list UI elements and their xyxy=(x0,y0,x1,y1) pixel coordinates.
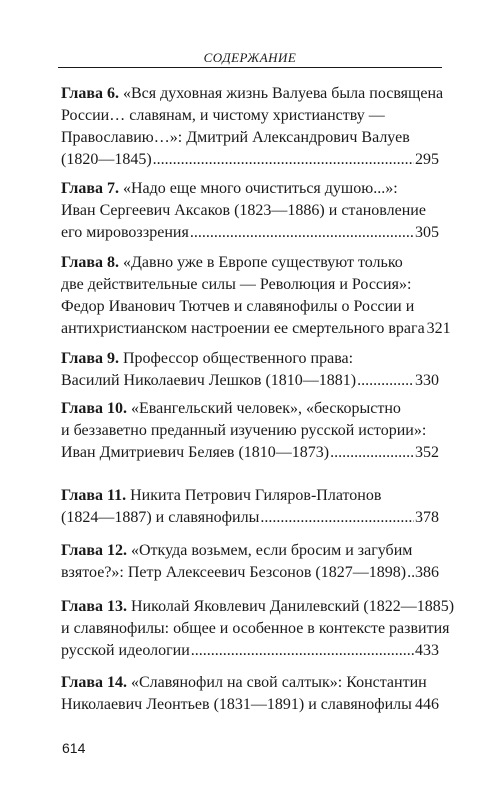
dot-leader xyxy=(407,562,414,584)
page-number: 433 xyxy=(415,642,439,659)
dot-leader xyxy=(357,370,414,392)
dot-leader xyxy=(330,442,414,464)
toc-entry-last-line xyxy=(61,562,439,584)
dot-leader xyxy=(153,149,414,171)
toc-entry-chapter-7[interactable] xyxy=(61,178,439,244)
toc-entry-first-line xyxy=(61,672,439,694)
chapter-label: Глава 9. xyxy=(61,350,119,367)
toc-entry-last-line xyxy=(61,370,439,392)
toc-entry-first-line xyxy=(61,252,439,274)
page-number: 352 xyxy=(415,444,439,461)
chapter-title-end: взятое?»: Петр Алексеевич Безсонов (1827—1898) xyxy=(61,564,407,581)
chapter-label: Глава 8. xyxy=(61,254,119,271)
toc-entry-last-line xyxy=(61,222,439,244)
chapter-title-end: русской идеологии xyxy=(61,642,190,659)
chapter-title-end: (1820—1845) xyxy=(61,151,152,168)
page-number: 321 xyxy=(426,320,451,337)
toc-entry-last-line xyxy=(61,640,439,662)
chapter-title-end: его мировоззрения xyxy=(61,224,189,241)
chapter-title-start: Профессор общественного права: xyxy=(119,350,354,367)
toc-entry-first-line xyxy=(61,540,439,562)
chapter-label: Глава 6. xyxy=(61,85,119,102)
running-header: СОДЕРЖАНИЕ xyxy=(203,50,297,65)
toc-entry-first-line xyxy=(61,178,439,200)
toc-entry-first-line xyxy=(61,83,444,105)
chapter-title-start: «Вся духовная жизнь Валуева была посвящена xyxy=(119,85,444,102)
dot-leader xyxy=(413,694,414,716)
chapter-label: Глава 14. xyxy=(61,674,127,691)
chapter-title-start: «Откуда возьмем, если бросим и загубим xyxy=(127,542,413,559)
chapter-title-end: Иван Дмитриевич Беляев (1810—1873) xyxy=(61,444,330,461)
toc-entry-last-line xyxy=(61,149,439,171)
chapter-title-line: России… славянам, и чистому христианству — xyxy=(61,107,385,124)
page-number: 378 xyxy=(415,509,439,526)
chapter-label: Глава 10. xyxy=(61,400,127,417)
toc-entry-last-line xyxy=(61,507,439,529)
chapter-title-start: Никита Петрович Гиляров-Платонов xyxy=(126,487,382,504)
toc-entry-chapter-10[interactable] xyxy=(61,398,439,464)
toc-entry-chapter-11[interactable] xyxy=(61,485,439,529)
chapter-title-line: Православию…»: Дмитрий Александрович Валуев xyxy=(61,129,410,146)
toc-entry-chapter-6[interactable] xyxy=(61,83,444,171)
chapter-title-line: и беззаветно преданный изучению русской истории»: xyxy=(61,422,427,439)
page-folio-number: 614 xyxy=(62,740,86,756)
dot-leader xyxy=(190,222,414,244)
toc-entry-chapter-13[interactable] xyxy=(61,596,455,662)
chapter-title-line: две действительные силы — Революция и Россия»: xyxy=(61,276,412,293)
chapter-title-end: Василий Николаевич Лешков (1810—1881) xyxy=(61,372,357,389)
toc-entry-chapter-14[interactable] xyxy=(61,672,439,716)
chapter-title-end: (1824—1887) и славянофилы xyxy=(61,509,260,526)
chapter-label: Глава 7. xyxy=(61,180,119,197)
toc-entry-last-line xyxy=(61,318,451,340)
toc-entry-last-line xyxy=(61,694,439,716)
chapter-title-line: и славянофилы: общее и особенное в контексте развития xyxy=(61,620,450,637)
page-number: 446 xyxy=(415,696,439,713)
toc-entry-first-line xyxy=(61,348,439,370)
chapter-label: Глава 11. xyxy=(61,487,127,504)
chapter-label: Глава 13. xyxy=(61,598,127,615)
dot-leader xyxy=(260,507,414,529)
chapter-label: Глава 12. xyxy=(61,542,127,559)
toc-entry-first-line xyxy=(61,485,439,507)
page-number: 295 xyxy=(415,151,439,168)
chapter-title-start: «Надо еще много очиститься душою...»: xyxy=(119,180,398,197)
chapter-title-start: «Евангельский человек», «бескорыстно xyxy=(127,400,401,417)
toc-entry-last-line xyxy=(61,442,439,464)
page-number: 305 xyxy=(415,224,439,241)
chapter-title-end: антихристианском настроении ее смертельного врага xyxy=(61,320,425,337)
chapter-title-end: Николаевич Леонтьев (1831—1891) и славянофилы xyxy=(61,696,412,713)
dot-leader xyxy=(191,640,414,662)
page-number: 330 xyxy=(415,372,439,389)
chapter-title-line: Иван Сергеевич Аксаков (1823—1886) и становление xyxy=(61,202,426,219)
toc-entry-chapter-9[interactable] xyxy=(61,348,439,392)
toc-entry-first-line xyxy=(61,596,455,618)
chapter-title-line: Федор Иванович Тютчев и славянофилы о России и xyxy=(61,298,415,315)
toc-entry-first-line xyxy=(61,398,439,420)
toc-entry-chapter-12[interactable] xyxy=(61,540,439,584)
page-number: 386 xyxy=(415,564,439,581)
header-rule xyxy=(58,67,442,68)
chapter-title-start: Николай Яковлевич Данилевский (1822—1885) xyxy=(127,598,455,615)
chapter-title-start: «Славянофил на свой салтык»: Константин xyxy=(127,674,427,691)
chapter-title-start: «Давно уже в Европе существуют только xyxy=(119,254,403,271)
toc-entry-chapter-8[interactable] xyxy=(61,252,451,340)
